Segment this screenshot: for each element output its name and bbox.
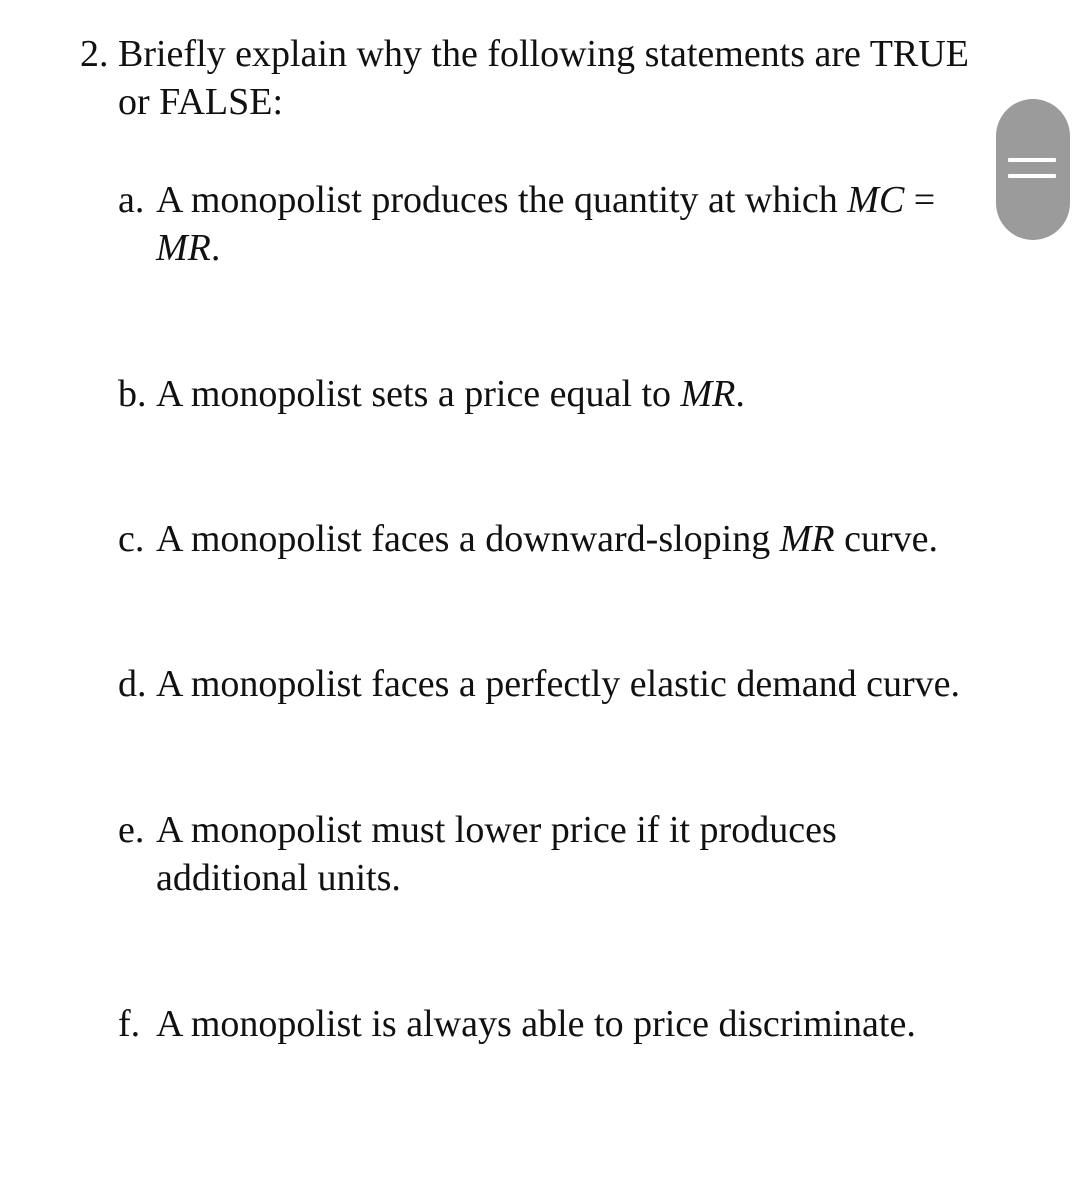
statement-c <box>118 515 998 563</box>
statement-letter: d. <box>118 663 147 705</box>
statement-letter: a. <box>118 179 145 221</box>
statement-text: . <box>210 227 221 269</box>
drag-handle-icon <box>1008 174 1056 178</box>
statement-a-line-1 <box>118 176 998 224</box>
statement-text: A monopolist sets a price equal to <box>156 373 681 415</box>
statement-text: curve. <box>834 518 938 560</box>
statement-text: A monopolist produces the quantity at which <box>156 179 848 221</box>
statement-a-line-2 <box>118 224 998 272</box>
statement-text: . <box>735 373 745 415</box>
statement-e-line-2: additional units. <box>156 857 401 899</box>
drag-handle-icon <box>1008 158 1056 162</box>
statement-d <box>118 660 998 708</box>
statement-letter: e. <box>118 809 145 851</box>
math-term: MR <box>680 373 736 415</box>
math-term: MR <box>779 518 835 560</box>
math-term: MR <box>156 227 211 269</box>
statement-text: = <box>904 179 936 221</box>
statement-b <box>118 370 998 418</box>
statement-letter: c. <box>118 518 145 560</box>
question-line-2: or FALSE: <box>118 81 284 123</box>
statement-letter: f. <box>118 1003 141 1045</box>
statement-a <box>118 176 998 272</box>
statement-f <box>118 1000 998 1048</box>
question-heading <box>80 30 1000 126</box>
statement-letter: b. <box>118 373 147 415</box>
statement-e <box>118 806 998 902</box>
statement-text: A monopolist faces a perfectly elastic demand curve. <box>156 663 961 705</box>
math-term: MC <box>847 179 905 221</box>
scroll-handle[interactable] <box>996 99 1070 240</box>
statement-text: A monopolist is always able to price discriminate. <box>156 1003 916 1045</box>
question-line-1: 2. Briefly explain why the following statements are TRUE <box>80 33 969 75</box>
statement-text: A monopolist must lower price if it produces <box>156 809 837 851</box>
statement-text: A monopolist faces a downward-sloping <box>156 518 780 560</box>
